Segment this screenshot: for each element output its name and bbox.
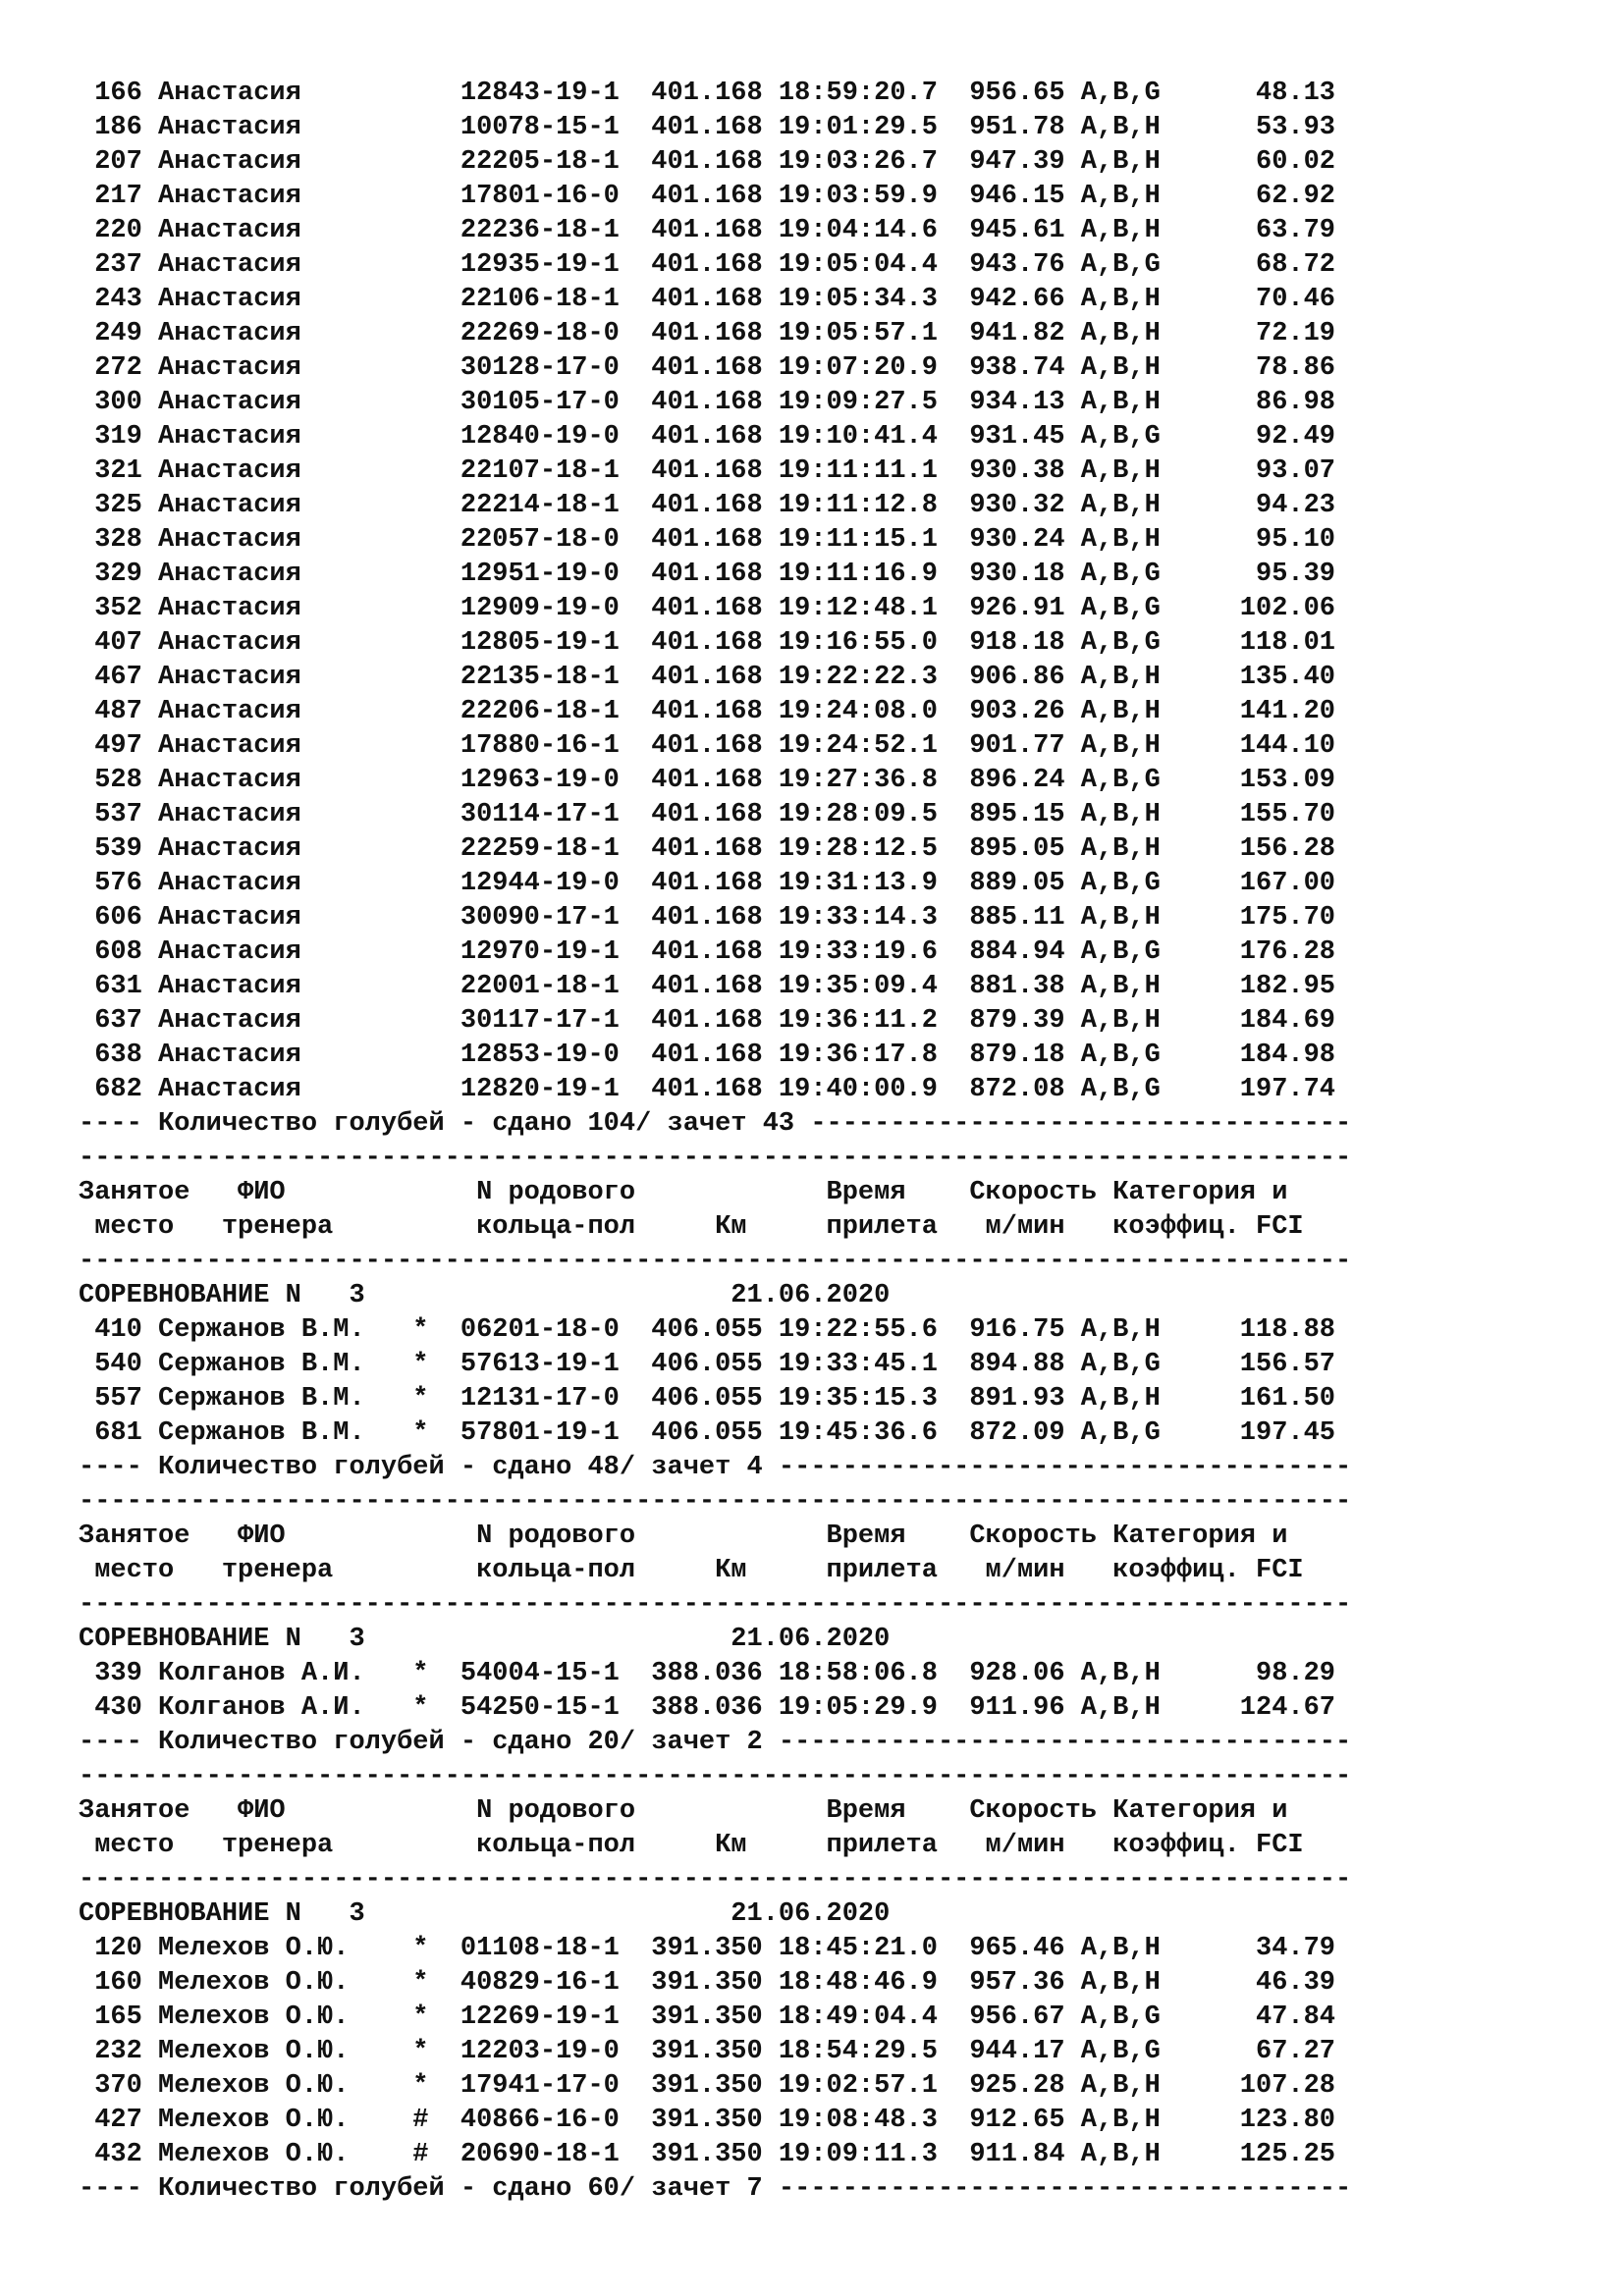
result-row: 243 Анастасия 22106-18-1 401.168 19:05:34.3 942.66 A,B,H 70.46 (79, 285, 1336, 314)
result-row: 427 Мелехов О.Ю. # 40866-16-0 391.350 19:08:48.3 912.65 A,B,H 123.80 (79, 2106, 1336, 2135)
result-row: 249 Анастасия 22269-18-0 401.168 19:05:57.1 941.82 A,B,H 72.19 (79, 319, 1336, 348)
result-row: 321 Анастасия 22107-18-1 401.168 19:11:11.1 930.38 A,B,H 93.07 (79, 456, 1336, 486)
result-row: 487 Анастасия 22206-18-1 401.168 19:24:08.0 903.26 A,B,H 141.20 (79, 697, 1336, 726)
result-row: 207 Анастасия 22205-18-1 401.168 19:03:26.7 947.39 A,B,H 60.02 (79, 147, 1336, 177)
separator-rule: -------------------------------------------------------------------------------- (79, 1865, 1352, 1895)
result-row: 407 Анастасия 12805-19-1 401.168 19:16:55.0 918.18 A,B,G 118.01 (79, 628, 1336, 658)
result-row: 165 Мелехов О.Ю. * 12269-19-1 391.350 18:49:04.4 956.67 A,B,G 47.84 (79, 2002, 1336, 2032)
result-row: 120 Мелехов О.Ю. * 01108-18-1 391.350 18:45:21.0 965.46 A,B,H 34.79 (79, 1934, 1336, 1963)
result-row: 166 Анастасия 12843-19-1 401.168 18:59:20.7 956.65 A,B,G 48.13 (79, 79, 1336, 108)
separator-rule: -------------------------------------------------------------------------------- (79, 1247, 1352, 1276)
separator-rule: -------------------------------------------------------------------------------- (79, 1590, 1352, 1620)
result-row: 537 Анастасия 30114-17-1 401.168 19:28:09.5 895.15 A,B,H 155.70 (79, 800, 1336, 829)
result-row: 237 Анастасия 12935-19-1 401.168 19:05:04.4 943.76 A,B,G 68.72 (79, 250, 1336, 280)
pigeon-count-summary: ---- Количество голубей - сдано 104/ зачет 43 ---------------------------------- (79, 1109, 1352, 1139)
result-row: 232 Мелехов О.Ю. * 12203-19-0 391.350 18:54:29.5 944.17 A,B,G 67.27 (79, 2037, 1336, 2066)
result-row: 681 Сержанов В.М. * 57801-19-1 406.055 19:45:36.6 872.09 A,B,G 197.45 (79, 1418, 1336, 1448)
result-row: 528 Анастасия 12963-19-0 401.168 19:27:36.8 896.24 A,B,G 153.09 (79, 766, 1336, 795)
result-row: 608 Анастасия 12970-19-1 401.168 19:33:19.6 884.94 A,B,G 176.28 (79, 937, 1336, 967)
result-row: 430 Колганов А.И. * 54250-15-1 388.036 19:05:29.9 911.96 A,B,H 124.67 (79, 1693, 1336, 1723)
result-row: 339 Колганов А.И. * 54004-15-1 388.036 18:58:06.8 928.06 A,B,H 98.29 (79, 1659, 1336, 1688)
separator-rule: -------------------------------------------------------------------------------- (79, 1144, 1352, 1173)
column-header: Занятое ФИО N родового Время Скорость Категория и (79, 1522, 1288, 1551)
result-row: 272 Анастасия 30128-17-0 401.168 19:07:20.9 938.74 A,B,H 78.86 (79, 353, 1336, 383)
result-row: 220 Анастасия 22236-18-1 401.168 19:04:14.6 945.61 A,B,H 63.79 (79, 216, 1336, 245)
pigeon-count-summary: ---- Количество голубей - сдано 48/ зачет 4 ------------------------------------ (79, 1453, 1352, 1482)
result-row: 637 Анастасия 30117-17-1 401.168 19:36:11.2 879.39 A,B,H 184.69 (79, 1006, 1336, 1036)
pigeon-count-summary: ---- Количество голубей - сдано 20/ зачет 2 ------------------------------------ (79, 1728, 1352, 1757)
column-header: Занятое ФИО N родового Время Скорость Категория и (79, 1796, 1288, 1826)
result-row: 370 Мелехов О.Ю. * 17941-17-0 391.350 19:02:57.1 925.28 A,B,H 107.28 (79, 2071, 1336, 2101)
pigeon-count-summary: ---- Количество голубей - сдано 60/ зачет 7 ------------------------------------ (79, 2174, 1352, 2204)
column-header: место тренера кольца-пол Км прилета м/мин коэффиц. FCI (79, 1831, 1304, 1860)
result-row: 606 Анастасия 30090-17-1 401.168 19:33:14.3 885.11 A,B,H 175.70 (79, 903, 1336, 933)
result-row: 186 Анастасия 10078-15-1 401.168 19:01:29.5 951.78 A,B,H 53.93 (79, 113, 1336, 142)
result-row: 638 Анастасия 12853-19-0 401.168 19:36:17.8 879.18 A,B,G 184.98 (79, 1041, 1336, 1070)
result-row: 217 Анастасия 17801-16-0 401.168 19:03:59.9 946.15 A,B,H 62.92 (79, 182, 1336, 211)
separator-rule: -------------------------------------------------------------------------------- (79, 1762, 1352, 1791)
result-row: 410 Сержанов В.М. * 06201-18-0 406.055 19:22:55.6 916.75 A,B,H 118.88 (79, 1315, 1336, 1345)
column-header: место тренера кольца-пол Км прилета м/мин коэффиц. FCI (79, 1212, 1304, 1242)
competition-heading: СОРЕВНОВАНИЕ N 3 21.06.2020 (79, 1281, 891, 1310)
result-row: 631 Анастасия 22001-18-1 401.168 19:35:09.4 881.38 A,B,H 182.95 (79, 972, 1336, 1001)
result-row: 497 Анастасия 17880-16-1 401.168 19:24:52.1 901.77 A,B,H 144.10 (79, 731, 1336, 761)
result-row: 576 Анастасия 12944-19-0 401.168 19:31:13.9 889.05 A,B,G 167.00 (79, 869, 1336, 898)
result-row: 540 Сержанов В.М. * 57613-19-1 406.055 19:33:45.1 894.88 A,B,G 156.57 (79, 1350, 1336, 1379)
competition-heading: СОРЕВНОВАНИЕ N 3 21.06.2020 (79, 1625, 891, 1654)
result-row: 432 Мелехов О.Ю. # 20690-18-1 391.350 19:09:11.3 911.84 A,B,H 125.25 (79, 2140, 1336, 2169)
result-row: 557 Сержанов В.М. * 12131-17-0 406.055 19:35:15.3 891.93 A,B,H 161.50 (79, 1384, 1336, 1414)
result-row: 328 Анастасия 22057-18-0 401.168 19:11:15.1 930.24 A,B,H 95.10 (79, 525, 1336, 555)
result-row: 300 Анастасия 30105-17-0 401.168 19:09:27.5 934.13 A,B,H 86.98 (79, 388, 1336, 417)
result-row: 467 Анастасия 22135-18-1 401.168 19:22:22.3 906.86 A,B,H 135.40 (79, 663, 1336, 692)
column-header: Занятое ФИО N родового Время Скорость Категория и (79, 1178, 1288, 1207)
result-row: 319 Анастасия 12840-19-0 401.168 19:10:41.4 931.45 A,B,G 92.49 (79, 422, 1336, 452)
result-row: 682 Анастасия 12820-19-1 401.168 19:40:00.9 872.08 A,B,G 197.74 (79, 1075, 1336, 1104)
results-sheet (79, 77, 1551, 2207)
result-row: 160 Мелехов О.Ю. * 40829-16-1 391.350 18:48:46.9 957.36 A,B,H 46.39 (79, 1968, 1336, 1998)
separator-rule: -------------------------------------------------------------------------------- (79, 1487, 1352, 1517)
column-header: место тренера кольца-пол Км прилета м/мин коэффиц. FCI (79, 1556, 1304, 1585)
result-row: 325 Анастасия 22214-18-1 401.168 19:11:12.8 930.32 A,B,H 94.23 (79, 491, 1336, 520)
result-row: 352 Анастасия 12909-19-0 401.168 19:12:48.1 926.91 A,B,G 102.06 (79, 594, 1336, 623)
competition-heading: СОРЕВНОВАНИЕ N 3 21.06.2020 (79, 1899, 891, 1929)
result-row: 329 Анастасия 12951-19-0 401.168 19:11:16.9 930.18 A,B,G 95.39 (79, 560, 1336, 589)
result-row: 539 Анастасия 22259-18-1 401.168 19:28:12.5 895.05 A,B,H 156.28 (79, 834, 1336, 864)
